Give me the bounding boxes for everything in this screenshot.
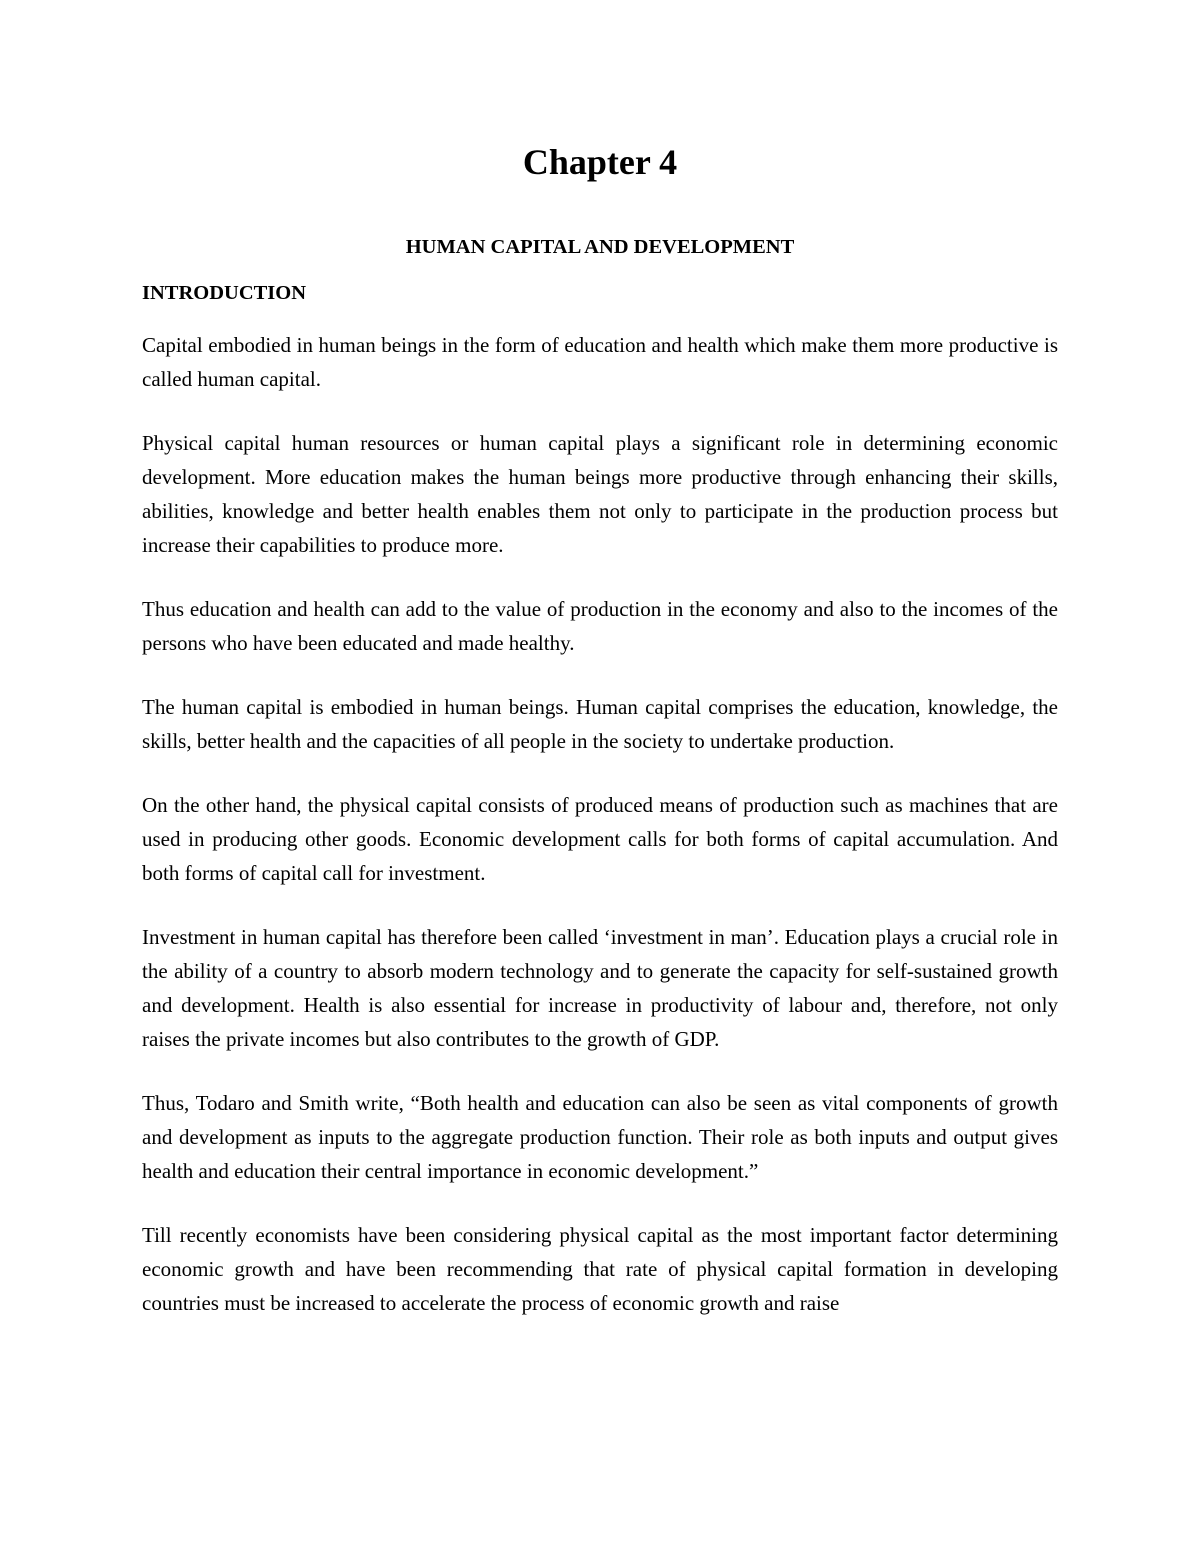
body-text bbox=[142, 328, 1058, 1350]
paragraph-5: On the other hand, the physical capital consists of produced means of production such as machines that are used in producing other goods. Economic development calls for both forms of capital accumulation. And both forms of capital call for investment. bbox=[142, 793, 1058, 885]
chapter-title: Chapter 4 bbox=[522, 142, 678, 182]
paragraph-8: Till recently economists have been considering physical capital as the most important factor determining economic growth and have been recommending that rate of physical capital formation in developing countries must be increased to accelerate the process of economic growth and raise bbox=[142, 1223, 1058, 1315]
paragraph-4: The human capital is embodied in human beings. Human capital comprises the education, knowledge, the skills, better health and the capacities of all people in the society to undertake production. bbox=[142, 695, 1058, 753]
paragraph-6: Investment in human capital has therefore been called ‘investment in man’. Education plays a crucial role in the ability of a country to absorb modern technology and to generate the capacity for self-sustained growth and development. Health is also essential for increase in productivity of labour and, therefore, not only raises the private incomes but also contributes to the growth of GDP. bbox=[142, 925, 1058, 1051]
section-title: HUMAN CAPITAL AND DEVELOPMENT bbox=[405, 236, 795, 258]
paragraph-1: Capital embodied in human beings in the form of education and health which make them more productive is called human capital. bbox=[142, 333, 1058, 391]
paragraph-7: Thus, Todaro and Smith write, “Both health and education can also be seen as vital components of growth and development as inputs to the aggregate production function. Their role as both inputs and output gives health and education their central importance in economic development.” bbox=[142, 1091, 1058, 1183]
introduction-heading: INTRODUCTION bbox=[142, 282, 307, 304]
paragraph-2: Physical capital human resources or human capital plays a significant role in determining economic development. More education makes the human beings more productive through enhancing their skills, abilities, knowledge and better health enables them not only to participate in the production process but increase their capabilities to produce more. bbox=[142, 431, 1058, 557]
paragraph-3: Thus education and health can add to the value of production in the economy and also to the incomes of the persons who have been educated and made healthy. bbox=[142, 597, 1058, 655]
